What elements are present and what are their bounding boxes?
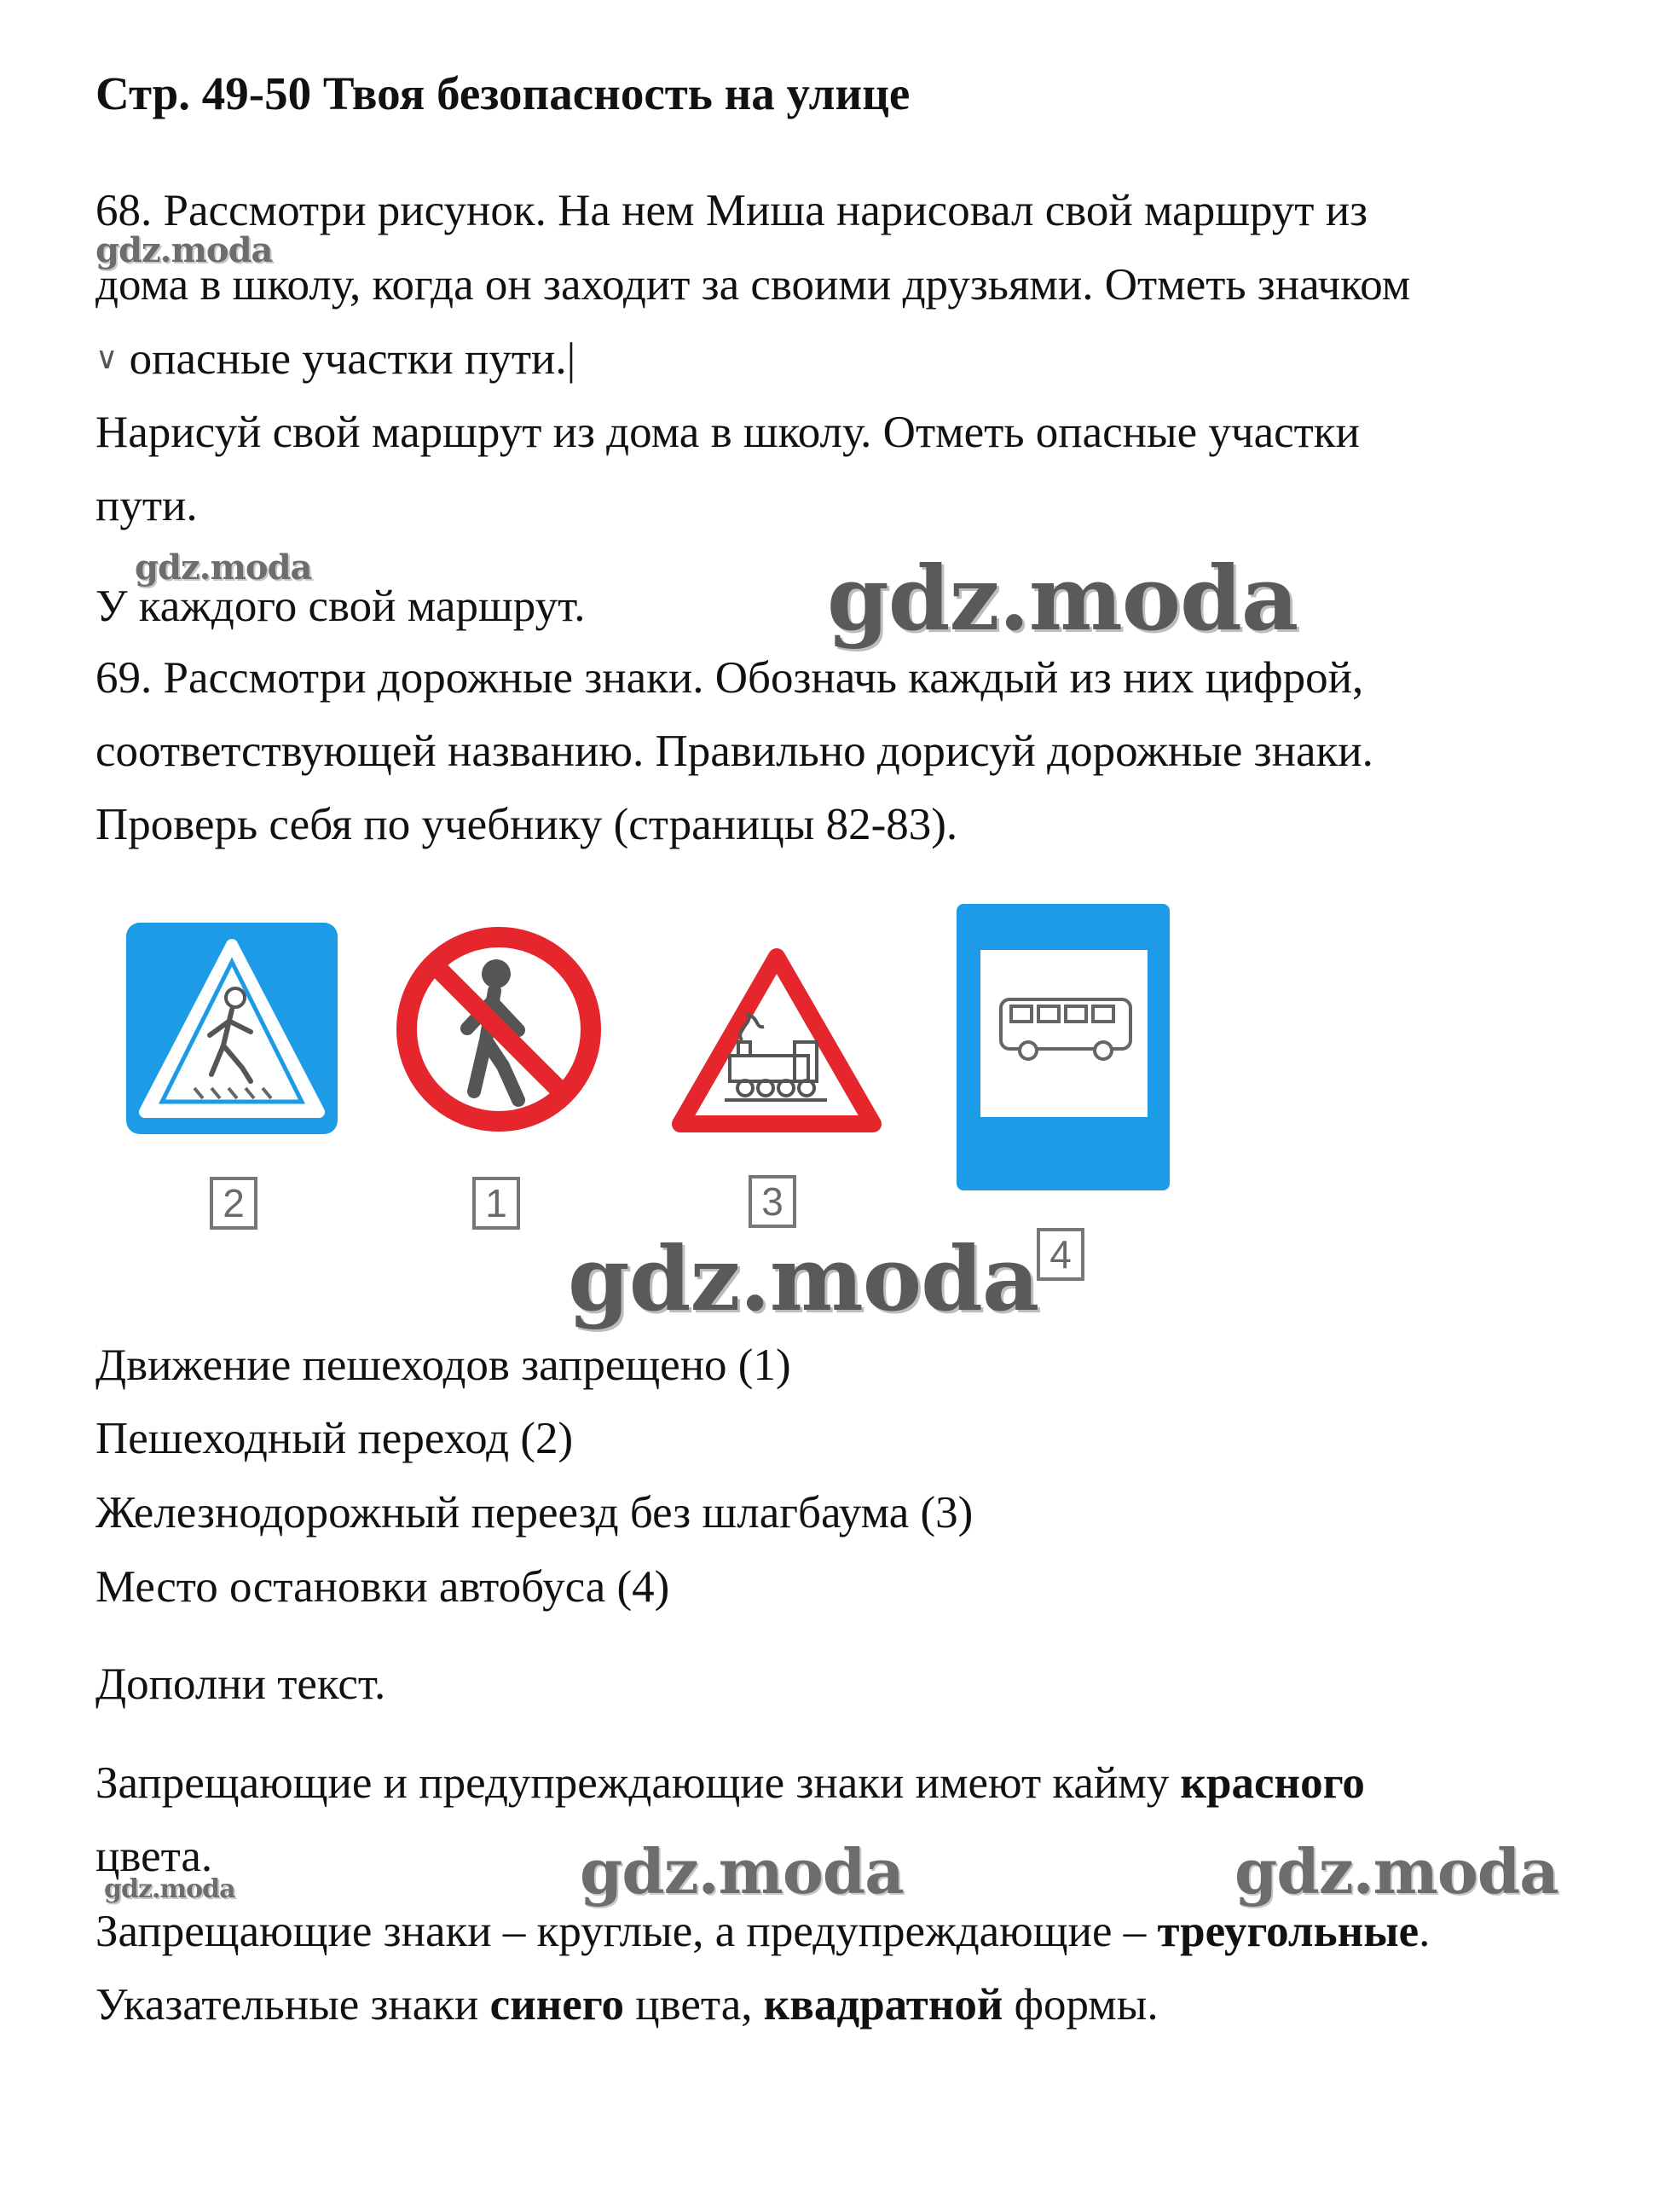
check-mark-icon: ∨ xyxy=(95,341,119,376)
watermark: gdz.moda xyxy=(1234,1835,1558,1908)
sign-name-2: Пешеходный переход (2) xyxy=(95,1414,574,1463)
pedestrian-crossing-sign-icon xyxy=(126,923,338,1134)
railway-crossing-sign-icon xyxy=(670,947,883,1134)
task68-line5: пути. xyxy=(95,481,198,530)
watermark: gdz.moda xyxy=(104,1874,235,1904)
no-pedestrians-sign-icon xyxy=(390,921,607,1138)
complete-sentence-1-end: цвета. xyxy=(95,1832,213,1881)
task69-line3: Проверь себя по учебнику (страницы 82-83). xyxy=(95,800,958,849)
task68-answer: У каждого свой маршрут. xyxy=(95,582,586,631)
watermark: gdz.moda xyxy=(95,230,273,270)
watermark: gdz.moda xyxy=(135,547,312,588)
task69-line1: 69. Рассмотри дорожные знаки. Обозначь каждый из них цифрой, xyxy=(95,653,1364,703)
task68-line4: Нарисуй свой маршрут из дома в школу. Отметь опасные участки xyxy=(95,408,1360,457)
sign-name-1: Движение пешеходов запрещено (1) xyxy=(95,1341,791,1390)
complete-sentence-3: Указательные знаки синего цвета, квадратной формы. xyxy=(95,1980,1159,2030)
watermark: gdz.moda xyxy=(827,546,1298,651)
page-title: Стр. 49-50 Твоя безопасность на улице xyxy=(95,67,911,119)
watermark: gdz.moda xyxy=(580,1835,904,1908)
task68-line1: 68. Рассмотри рисунок. На нем Миша нарисовал свой маршрут из xyxy=(95,186,1368,235)
task68-line2: дома в школу, когда он заходит за своими друзьями. Отметь значком xyxy=(95,260,1411,310)
sign-number-box: 3 xyxy=(749,1175,796,1228)
task69-line2: соответствующей названию. Правильно дорисуй дорожные знаки. xyxy=(95,727,1373,776)
complete-heading: Дополни текст. xyxy=(95,1659,386,1709)
bus-stop-sign-icon xyxy=(957,904,1170,1190)
sign-name-4: Место остановки автобуса (4) xyxy=(95,1562,670,1612)
sign-number-box: 4 xyxy=(1037,1228,1084,1281)
complete-sentence-1: Запрещающие и предупреждающие знаки имеют кайму красного xyxy=(95,1758,1365,1808)
sign-number-box: 1 xyxy=(472,1177,520,1230)
sign-number-box: 2 xyxy=(210,1177,257,1230)
sign-name-3: Железнодорожный переезд без шлагбаума (3) xyxy=(95,1488,974,1537)
complete-sentence-2: Запрещающие знаки – круглые, а предупреждающие – треугольные. xyxy=(95,1907,1431,1956)
watermark: gdz.moda xyxy=(568,1226,1039,1331)
task68-line3: ∨ опасные участки пути.| xyxy=(95,334,576,384)
